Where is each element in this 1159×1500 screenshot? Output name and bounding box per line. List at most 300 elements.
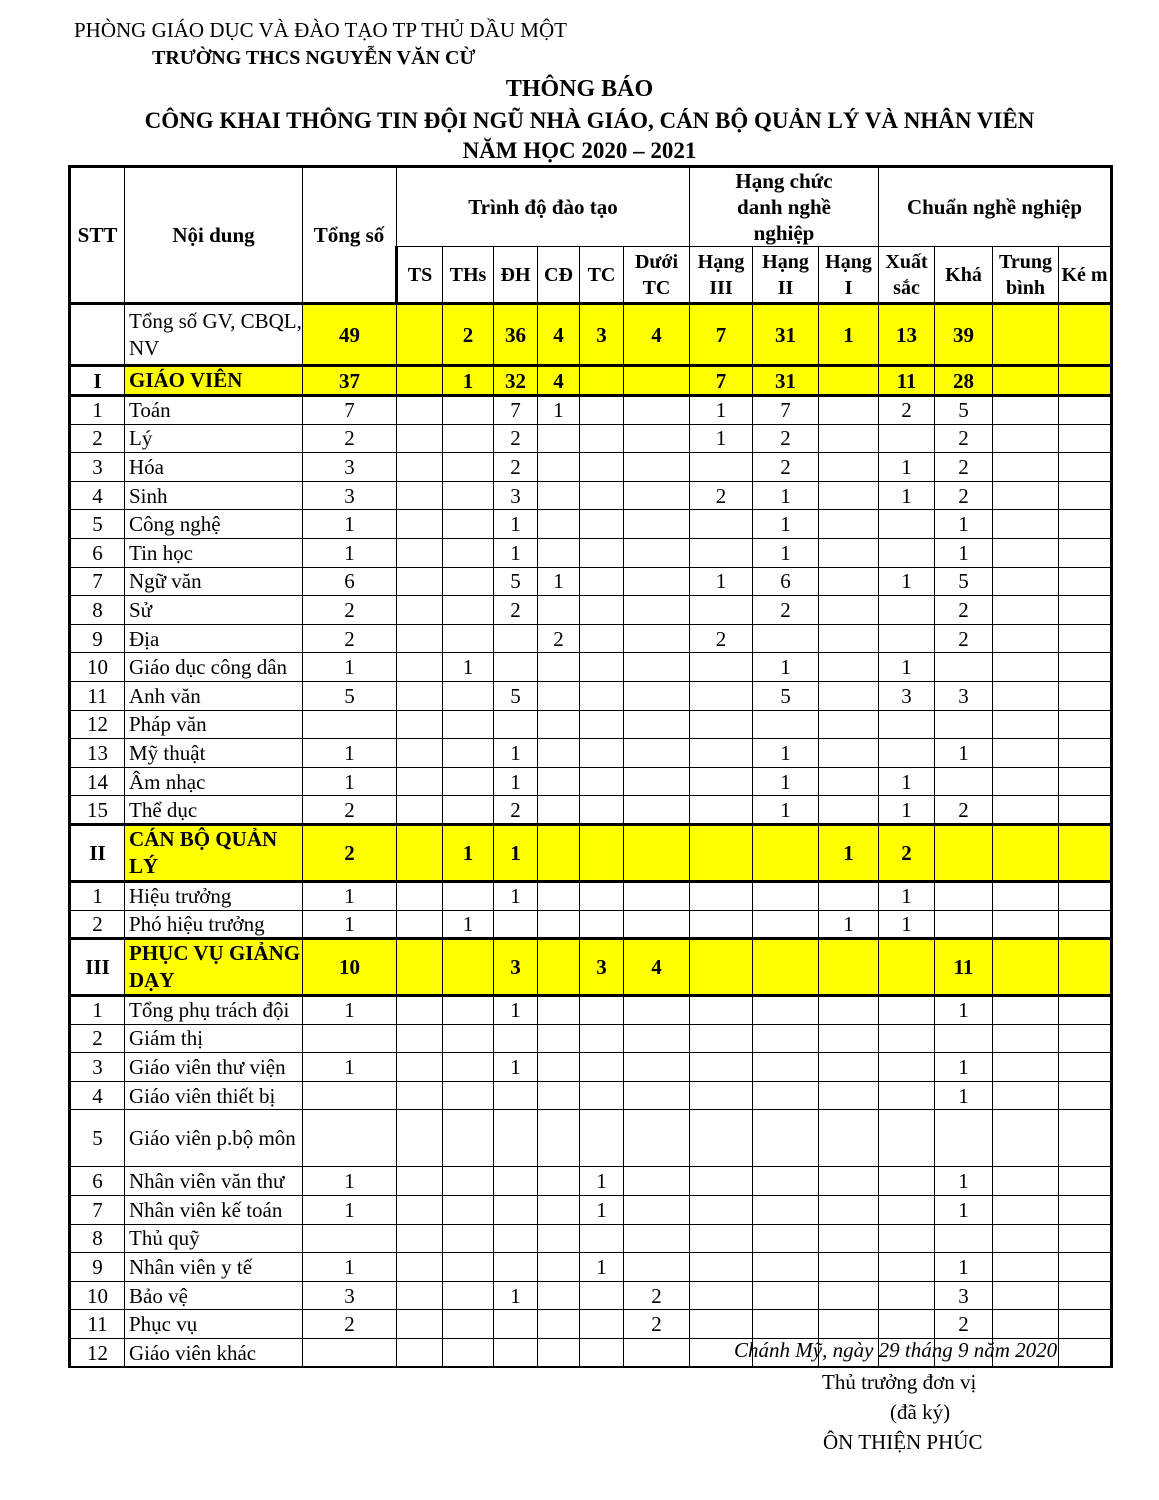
cell-dh: 7 <box>494 396 538 425</box>
header-duoi-tc: Dưới TC <box>624 247 690 304</box>
cell-duoi-tc <box>624 1224 690 1253</box>
cell-dh: 3 <box>494 481 538 510</box>
cell-ths <box>443 767 494 796</box>
cell-total <box>303 1110 397 1167</box>
summary-label: Tổng số GV, CBQL, NV <box>125 304 303 366</box>
cell-hang-2: 1 <box>753 481 819 510</box>
cell-total: 1 <box>303 1253 397 1282</box>
cell-xuat-sac: 1 <box>879 881 935 910</box>
cell-dh <box>494 1167 538 1196</box>
row-stt: 4 <box>70 481 125 510</box>
cell-xuat-sac <box>879 996 935 1025</box>
cell-kha: 2 <box>935 796 993 825</box>
cell-kha: 1 <box>935 1196 993 1225</box>
header-hang-2: Hạng II <box>753 247 819 304</box>
cell-total: 5 <box>303 681 397 710</box>
cell-ths <box>443 567 494 596</box>
cell-trung-binh <box>993 453 1059 482</box>
cell-kha <box>935 1024 993 1053</box>
section-kha: 11 <box>935 939 993 996</box>
cell-dh <box>494 1110 538 1167</box>
cell-hang-2: 1 <box>753 739 819 768</box>
cell-duoi-tc: 2 <box>624 1310 690 1339</box>
row-stt: 9 <box>70 624 125 653</box>
section-row <box>70 366 1112 396</box>
cell-ts <box>397 1081 443 1110</box>
header-ts: TS <box>397 247 443 304</box>
section-stt: III <box>70 939 125 996</box>
cell-ths <box>443 1310 494 1339</box>
row-name: Pháp văn <box>125 710 303 739</box>
cell-kha: 2 <box>935 453 993 482</box>
cell-ts <box>397 996 443 1025</box>
cell-trung-binh <box>993 739 1059 768</box>
header-ths: THs <box>443 247 494 304</box>
cell-duoi-tc <box>624 424 690 453</box>
cell-total <box>303 1224 397 1253</box>
cell-xuat-sac: 1 <box>879 653 935 682</box>
cell-ths <box>443 396 494 425</box>
cell-dh: 1 <box>494 767 538 796</box>
table-row <box>70 1253 1112 1282</box>
section-label: GIÁO VIÊN <box>125 366 303 396</box>
cell-xuat-sac <box>879 596 935 625</box>
row-name: Ngữ văn <box>125 567 303 596</box>
cell-hang-3 <box>690 881 753 910</box>
cell-duoi-tc <box>624 453 690 482</box>
row-stt: 10 <box>70 1281 125 1310</box>
cell-dh: 1 <box>494 1281 538 1310</box>
cell-hang-3: 1 <box>690 424 753 453</box>
cell-total: 2 <box>303 796 397 825</box>
cell-hang-2 <box>753 1224 819 1253</box>
section-ts <box>397 939 443 996</box>
cell-hang-3 <box>690 1110 753 1167</box>
table-row <box>70 681 1112 710</box>
cell-hang-3 <box>690 796 753 825</box>
summary-total: 49 <box>303 304 397 366</box>
cell-total: 3 <box>303 481 397 510</box>
cell-total: 1 <box>303 1196 397 1225</box>
cell-cd <box>538 681 580 710</box>
cell-cd <box>538 653 580 682</box>
cell-duoi-tc <box>624 624 690 653</box>
cell-ts <box>397 596 443 625</box>
cell-hang-1 <box>819 510 879 539</box>
row-stt: 5 <box>70 1110 125 1167</box>
cell-dh <box>494 1224 538 1253</box>
cell-hang-2 <box>753 1110 819 1167</box>
cell-total: 2 <box>303 1310 397 1339</box>
cell-trung-binh <box>993 538 1059 567</box>
table-row <box>70 1024 1112 1053</box>
row-stt: 4 <box>70 1081 125 1110</box>
cell-kha: 2 <box>935 596 993 625</box>
cell-cd <box>538 1167 580 1196</box>
cell-trung-binh <box>993 1224 1059 1253</box>
summary-row <box>70 304 1112 366</box>
row-stt: 15 <box>70 796 125 825</box>
cell-hang-3 <box>690 681 753 710</box>
cell-ts <box>397 1339 443 1368</box>
row-name: Thủ quỹ <box>125 1224 303 1253</box>
cell-kha: 1 <box>935 739 993 768</box>
section-cd: 4 <box>538 366 580 396</box>
header-hang-1: Hạng I <box>819 247 879 304</box>
header-professional-standard: Chuẩn nghề nghiệp <box>879 167 1112 247</box>
cell-kha: 2 <box>935 624 993 653</box>
cell-cd <box>538 1196 580 1225</box>
header-content: Nội dung <box>125 167 303 304</box>
cell-xuat-sac: 1 <box>879 767 935 796</box>
cell-kem <box>1059 538 1112 567</box>
cell-cd <box>538 767 580 796</box>
row-stt: 3 <box>70 453 125 482</box>
table-row <box>70 881 1112 910</box>
cell-hang-3 <box>690 453 753 482</box>
table-row <box>70 996 1112 1025</box>
cell-cd <box>538 710 580 739</box>
section-duoi-tc: 4 <box>624 939 690 996</box>
cell-ts <box>397 567 443 596</box>
cell-tc <box>580 510 624 539</box>
cell-ts <box>397 796 443 825</box>
header-tc: TC <box>580 247 624 304</box>
cell-dh: 1 <box>494 739 538 768</box>
cell-ths <box>443 424 494 453</box>
cell-xuat-sac <box>879 739 935 768</box>
cell-tc <box>580 1339 624 1368</box>
table-row <box>70 596 1112 625</box>
cell-ts <box>397 1224 443 1253</box>
cell-duoi-tc <box>624 881 690 910</box>
cell-duoi-tc <box>624 1339 690 1368</box>
cell-cd <box>538 453 580 482</box>
cell-ts <box>397 1253 443 1282</box>
section-cd <box>538 824 580 881</box>
cell-dh: 2 <box>494 453 538 482</box>
row-name: Giáo dục công dân <box>125 653 303 682</box>
cell-kem <box>1059 1253 1112 1282</box>
header-dh: ĐH <box>494 247 538 304</box>
cell-total <box>303 1081 397 1110</box>
cell-hang-2: 1 <box>753 538 819 567</box>
section-ts <box>397 824 443 881</box>
cell-duoi-tc <box>624 1196 690 1225</box>
cell-trung-binh <box>993 510 1059 539</box>
department-name: PHÒNG GIÁO DỤC VÀ ĐÀO TẠO TP THỦ DẦU MỘT <box>74 18 567 42</box>
cell-hang-1 <box>819 1196 879 1225</box>
table-body <box>70 304 1112 1368</box>
section-hang-2: 31 <box>753 366 819 396</box>
cell-total: 1 <box>303 881 397 910</box>
section-kha <box>935 824 993 881</box>
cell-dh <box>494 624 538 653</box>
cell-ts <box>397 481 443 510</box>
cell-total: 2 <box>303 624 397 653</box>
cell-dh: 1 <box>494 538 538 567</box>
cell-ts <box>397 1196 443 1225</box>
section-trung-binh <box>993 366 1059 396</box>
section-dh: 32 <box>494 366 538 396</box>
cell-kem <box>1059 481 1112 510</box>
cell-kem <box>1059 1310 1112 1339</box>
cell-hang-1 <box>819 739 879 768</box>
cell-cd: 1 <box>538 396 580 425</box>
cell-xuat-sac <box>879 1224 935 1253</box>
section-row <box>70 939 1112 996</box>
cell-duoi-tc <box>624 1253 690 1282</box>
cell-hang-1 <box>819 624 879 653</box>
cell-trung-binh <box>993 1110 1059 1167</box>
section-tc <box>580 366 624 396</box>
section-duoi-tc <box>624 366 690 396</box>
cell-hang-1 <box>819 1053 879 1082</box>
cell-hang-3 <box>690 739 753 768</box>
cell-total: 6 <box>303 567 397 596</box>
cell-xuat-sac: 2 <box>879 396 935 425</box>
section-hang-3 <box>690 824 753 881</box>
cell-kha <box>935 653 993 682</box>
cell-cd <box>538 996 580 1025</box>
row-stt: 7 <box>70 1196 125 1225</box>
cell-duoi-tc <box>624 996 690 1025</box>
cell-cd <box>538 481 580 510</box>
cell-kha: 1 <box>935 538 993 567</box>
cell-hang-2: 1 <box>753 653 819 682</box>
cell-kem <box>1059 1281 1112 1310</box>
cell-dh <box>494 1310 538 1339</box>
cell-cd <box>538 510 580 539</box>
cell-ts <box>397 538 443 567</box>
section-ths: 1 <box>443 366 494 396</box>
section-tc <box>580 824 624 881</box>
table-row <box>70 767 1112 796</box>
cell-duoi-tc <box>624 1167 690 1196</box>
cell-duoi-tc <box>624 1053 690 1082</box>
table-row <box>70 710 1112 739</box>
cell-kha: 2 <box>935 1310 993 1339</box>
cell-dh <box>494 1081 538 1110</box>
header-cd: CĐ <box>538 247 580 304</box>
cell-tc <box>580 1081 624 1110</box>
row-name: Lý <box>125 424 303 453</box>
cell-kha: 1 <box>935 1253 993 1282</box>
cell-hang-3 <box>690 710 753 739</box>
cell-ths <box>443 1224 494 1253</box>
row-stt: 11 <box>70 681 125 710</box>
row-stt: 2 <box>70 424 125 453</box>
cell-total: 7 <box>303 396 397 425</box>
cell-kha: 3 <box>935 681 993 710</box>
cell-duoi-tc <box>624 653 690 682</box>
section-hang-2 <box>753 939 819 996</box>
cell-trung-binh <box>993 910 1059 939</box>
cell-tc: 1 <box>580 1167 624 1196</box>
cell-tc <box>580 653 624 682</box>
cell-ts <box>397 396 443 425</box>
cell-cd <box>538 1081 580 1110</box>
cell-dh <box>494 1253 538 1282</box>
cell-hang-3 <box>690 510 753 539</box>
row-name: Nhân viên y tế <box>125 1253 303 1282</box>
cell-xuat-sac <box>879 1110 935 1167</box>
cell-tc <box>580 596 624 625</box>
cell-kha: 2 <box>935 481 993 510</box>
cell-ths <box>443 796 494 825</box>
cell-cd <box>538 1281 580 1310</box>
cell-tc <box>580 739 624 768</box>
cell-duoi-tc <box>624 739 690 768</box>
cell-ts <box>397 710 443 739</box>
cell-ts <box>397 1167 443 1196</box>
cell-duoi-tc <box>624 596 690 625</box>
summary-dh: 36 <box>494 304 538 366</box>
cell-cd <box>538 1310 580 1339</box>
cell-dh: 1 <box>494 510 538 539</box>
cell-trung-binh <box>993 710 1059 739</box>
cell-hang-2: 2 <box>753 424 819 453</box>
cell-kem <box>1059 1081 1112 1110</box>
cell-xuat-sac <box>879 624 935 653</box>
table-row <box>70 538 1112 567</box>
summary-stt <box>70 304 125 366</box>
cell-trung-binh <box>993 1310 1059 1339</box>
cell-hang-2 <box>753 1081 819 1110</box>
row-stt: 8 <box>70 1224 125 1253</box>
cell-hang-3: 2 <box>690 481 753 510</box>
section-stt: I <box>70 366 125 396</box>
cell-xuat-sac: 1 <box>879 453 935 482</box>
cell-hang-3 <box>690 767 753 796</box>
cell-trung-binh <box>993 796 1059 825</box>
row-name: Sử <box>125 596 303 625</box>
cell-xuat-sac: 1 <box>879 481 935 510</box>
cell-hang-2: 5 <box>753 681 819 710</box>
cell-cd <box>538 1339 580 1368</box>
cell-duoi-tc: 2 <box>624 1281 690 1310</box>
table-row <box>70 1081 1112 1110</box>
summary-kha: 39 <box>935 304 993 366</box>
cell-hang-3 <box>690 1253 753 1282</box>
cell-xuat-sac <box>879 1167 935 1196</box>
cell-hang-2 <box>753 1253 819 1282</box>
summary-cd: 4 <box>538 304 580 366</box>
section-duoi-tc <box>624 824 690 881</box>
section-xuat-sac: 11 <box>879 366 935 396</box>
cell-dh: 5 <box>494 567 538 596</box>
cell-dh <box>494 710 538 739</box>
row-stt: 1 <box>70 996 125 1025</box>
cell-tc <box>580 767 624 796</box>
section-kem <box>1059 366 1112 396</box>
cell-hang-1 <box>819 881 879 910</box>
row-name: Giám thị <box>125 1024 303 1053</box>
cell-ths <box>443 1053 494 1082</box>
cell-kem <box>1059 396 1112 425</box>
cell-hang-2 <box>753 881 819 910</box>
cell-tc <box>580 710 624 739</box>
table-row <box>70 1310 1112 1339</box>
cell-cd <box>538 881 580 910</box>
cell-hang-3 <box>690 538 753 567</box>
cell-ths <box>443 1024 494 1053</box>
cell-kha: 2 <box>935 424 993 453</box>
row-name: Giáo viên p.bộ môn <box>125 1110 303 1167</box>
cell-ths <box>443 739 494 768</box>
row-name: Công nghệ <box>125 510 303 539</box>
cell-kha <box>935 767 993 796</box>
section-total: 2 <box>303 824 397 881</box>
section-dh: 1 <box>494 824 538 881</box>
cell-hang-1 <box>819 1024 879 1053</box>
section-ts <box>397 366 443 396</box>
cell-ts <box>397 653 443 682</box>
cell-ths <box>443 596 494 625</box>
table-row <box>70 1167 1112 1196</box>
cell-tc <box>580 424 624 453</box>
cell-tc <box>580 567 624 596</box>
cell-duoi-tc <box>624 710 690 739</box>
cell-kha <box>935 1224 993 1253</box>
cell-kem <box>1059 1110 1112 1167</box>
cell-tc <box>580 538 624 567</box>
cell-tc <box>580 796 624 825</box>
cell-dh <box>494 1339 538 1368</box>
cell-trung-binh <box>993 996 1059 1025</box>
cell-hang-1 <box>819 1081 879 1110</box>
cell-total: 1 <box>303 996 397 1025</box>
row-stt: 1 <box>70 881 125 910</box>
cell-dh <box>494 1196 538 1225</box>
cell-total: 3 <box>303 1281 397 1310</box>
section-ths: 1 <box>443 824 494 881</box>
cell-kha: 5 <box>935 396 993 425</box>
cell-cd: 1 <box>538 567 580 596</box>
table-row <box>70 1281 1112 1310</box>
table-row <box>70 453 1112 482</box>
section-kem <box>1059 824 1112 881</box>
table-row <box>70 1110 1112 1167</box>
cell-hang-1 <box>819 453 879 482</box>
cell-ths <box>443 1196 494 1225</box>
cell-total: 1 <box>303 538 397 567</box>
cell-total: 2 <box>303 596 397 625</box>
cell-cd <box>538 1224 580 1253</box>
cell-hang-2: 1 <box>753 510 819 539</box>
cell-cd <box>538 538 580 567</box>
cell-tc: 1 <box>580 1196 624 1225</box>
table-row <box>70 1053 1112 1082</box>
cell-ths: 1 <box>443 910 494 939</box>
header-stt: STT <box>70 167 125 304</box>
cell-hang-3 <box>690 1167 753 1196</box>
table-row <box>70 624 1112 653</box>
section-ths <box>443 939 494 996</box>
cell-cd <box>538 739 580 768</box>
cell-hang-3 <box>690 1281 753 1310</box>
cell-trung-binh <box>993 767 1059 796</box>
cell-kha: 1 <box>935 1053 993 1082</box>
cell-hang-2 <box>753 910 819 939</box>
table-row <box>70 424 1112 453</box>
cell-tc <box>580 1110 624 1167</box>
cell-hang-1: 1 <box>819 910 879 939</box>
cell-cd <box>538 1110 580 1167</box>
row-name: Bảo vệ <box>125 1281 303 1310</box>
cell-duoi-tc <box>624 1081 690 1110</box>
cell-hang-3 <box>690 1196 753 1225</box>
